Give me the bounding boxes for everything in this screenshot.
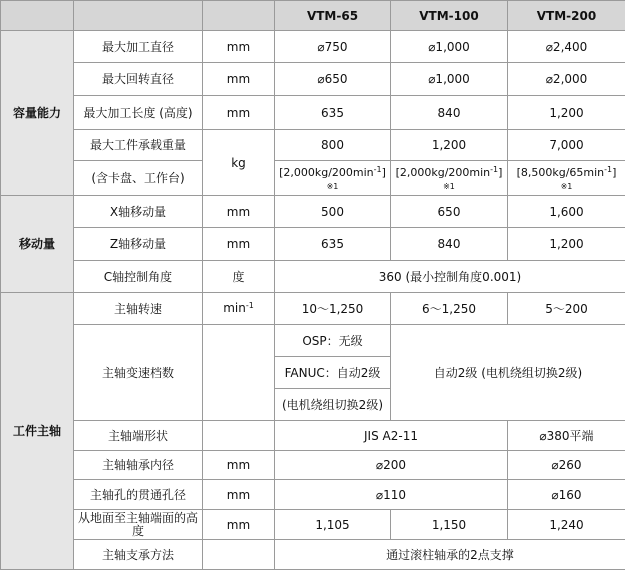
load-limit-100-sup: -1 [490,164,499,174]
row-label-max-load: 最大工件承载重量 [74,130,203,161]
val-max-load-200: 7,000 [508,130,625,161]
unit-speed [203,293,275,325]
row-label-z-travel: Z轴移动量 [74,228,203,261]
unit-x-travel: mm [203,196,275,228]
val-bore-65-100: ⌀110 [275,480,508,510]
val-max-load-65: 800 [275,130,391,161]
val-bearing-200: ⌀260 [508,451,625,480]
val-z-travel-200: 1,200 [508,228,625,261]
val-max-swing-200: ⌀2,000 [508,63,625,96]
unit-height: mm [203,510,275,540]
val-max-len-65: 635 [275,96,391,130]
val-nose-65-100: JIS A2-11 [275,421,508,451]
unit-speed-base: min [223,300,246,315]
group-spindle: 工件主轴 [1,293,74,570]
unit-z-travel: mm [203,228,275,261]
val-max-len-200: 1,200 [508,96,625,130]
load-limit-200: [8,500kg/65min [516,165,605,179]
val-height-200: 1,240 [508,510,625,540]
row-label-gears: 主轴变速档数 [74,325,203,421]
row-label-bore: 主轴孔的贯通孔径 [74,480,203,510]
unit-gears [203,325,275,421]
unit-bearing: mm [203,451,275,480]
val-bore-200: ⌀160 [508,480,625,510]
unit-support [203,540,275,570]
val-z-travel-65: 635 [275,228,391,261]
val-max-load-100: 1,200 [391,130,508,161]
val-max-load-sub-200 [508,161,625,196]
load-limit-65-close: ] [381,165,386,179]
val-max-load-sub-100 [391,161,508,196]
row-label-max-load-sub: (含卡盘、工作台) [74,161,203,196]
val-height-65: 1,105 [275,510,391,540]
val-nose-200: ⌀380平端 [508,421,625,451]
header-blank-3 [203,1,275,31]
val-support: 通过滚柱轴承的2点支撑 [275,540,625,570]
val-speed-200: 5～200 [508,293,625,325]
val-speed-65: 10～1,250 [275,293,391,325]
val-max-swing-100: ⌀1,000 [391,63,508,96]
row-label-max-dia: 最大加工直径 [74,31,203,63]
row-label-nose: 主轴端形状 [74,421,203,451]
unit-max-load: kg [203,130,275,196]
row-label-max-len: 最大加工长度 (高度) [74,96,203,130]
val-max-len-100: 840 [391,96,508,130]
load-limit-100: [2,000kg/200min [395,165,491,179]
load-limit-100-close: ] [498,165,503,179]
header-vtm-65: VTM-65 [275,1,391,31]
group-travel: 移动量 [1,196,74,293]
unit-max-len: mm [203,96,275,130]
val-bearing-65-100: ⌀200 [275,451,508,480]
val-x-travel-65: 500 [275,196,391,228]
header-vtm-200: VTM-200 [508,1,625,31]
val-gears-100-200: 自动2级 (电机绕组切换2级) [391,325,625,421]
row-label-max-swing: 最大回转直径 [74,63,203,96]
header-blank-1 [1,1,74,31]
val-gears-fanuc-sub: (电机绕组切换2级) [275,389,391,421]
unit-max-swing: mm [203,63,275,96]
load-note-65: ※1 [326,181,339,191]
unit-nose [203,421,275,451]
val-max-dia-65: ⌀750 [275,31,391,63]
val-max-swing-65: ⌀650 [275,63,391,96]
load-limit-200-close: ] [612,165,617,179]
row-label-x-travel: X轴移动量 [74,196,203,228]
val-x-travel-100: 650 [391,196,508,228]
val-c-axis: 360 (最小控制角度0.001) [275,261,625,293]
val-max-load-sub-65 [275,161,391,196]
row-label-c-axis: C轴控制角度 [74,261,203,293]
load-limit-65-sup: -1 [373,164,382,174]
val-max-dia-200: ⌀2,400 [508,31,625,63]
load-note-200: ※1 [560,181,573,191]
load-limit-200-sup: -1 [604,164,613,174]
load-limit-65: [2,000kg/200min [279,165,374,179]
unit-max-dia: mm [203,31,275,63]
unit-c-axis: 度 [203,261,275,293]
header-blank-2 [74,1,203,31]
val-z-travel-100: 840 [391,228,508,261]
val-height-100: 1,150 [391,510,508,540]
row-label-speed: 主轴转速 [74,293,203,325]
row-label-bearing: 主轴轴承内径 [74,451,203,480]
row-label-support: 主轴支承方法 [74,540,203,570]
val-gears-fanuc: FANUC：自动2级 [275,357,391,389]
header-vtm-100: VTM-100 [391,1,508,31]
row-label-height: 从地面至主轴端面的高度 [74,510,203,540]
unit-speed-sup: -1 [245,300,254,310]
group-capacity: 容量能力 [1,31,74,196]
val-max-dia-100: ⌀1,000 [391,31,508,63]
val-gears-osp: OSP：无级 [275,325,391,357]
load-note-100: ※1 [443,181,455,191]
val-x-travel-200: 1,600 [508,196,625,228]
val-speed-100: 6～1,250 [391,293,508,325]
unit-bore: mm [203,480,275,510]
